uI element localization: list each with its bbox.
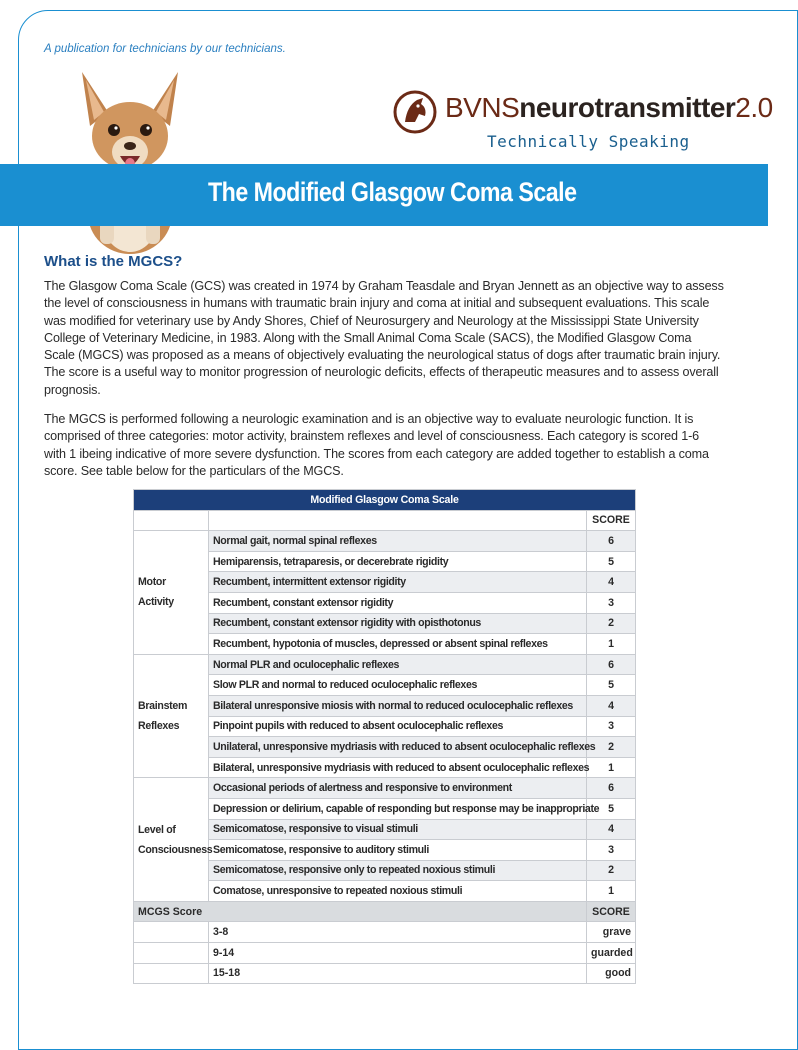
row-score: 6 xyxy=(587,654,636,675)
table-row: Comatose, unresponsive to repeated noxious stimuli xyxy=(209,881,587,902)
table-title: Modified Glasgow Coma Scale xyxy=(134,490,636,511)
method-paragraph: The MGCS is performed following a neurologic examination and is an objective way to evaluate neurologic function. It is comprised of three categories: motor activity, brainstem reflexes and level of consciousness. Each category is scored 1-6 with 1 ibeing indicative of more severe dysfunction. The scores from each category are added together to establish a coma score. See table below for the particulars of the MGCS. xyxy=(44,412,709,478)
category-brainstem-reflexes xyxy=(134,654,209,778)
table-row: Semicomatose, responsive to auditory stimuli xyxy=(209,840,587,861)
table-row: Recumbent, intermittent extensor rigidity xyxy=(209,572,587,593)
brand-version: 2.0 xyxy=(735,92,773,123)
row-score: 2 xyxy=(587,737,636,758)
category-label: Level of Consciousness xyxy=(138,823,213,856)
table-row: Hemiparensis, tetraparesis, or decerebrate rigidity xyxy=(209,551,587,572)
table-row: Unilateral, unresponsive mydriasis with reduced to absent oculocephalic reflexes xyxy=(209,737,587,758)
range-empty-cell xyxy=(134,963,209,984)
row-score: 4 xyxy=(587,695,636,716)
table-row: Semicomatose, responsive to visual stimuli xyxy=(209,819,587,840)
row-score: 3 xyxy=(587,592,636,613)
table-row: Recumbent, constant extensor rigidity with opisthotonus xyxy=(209,613,587,634)
page-title: The Modified Glasgow Coma Scale xyxy=(208,177,577,207)
row-score: 3 xyxy=(587,840,636,861)
row-score: 2 xyxy=(587,613,636,634)
score-range: 9-14 xyxy=(209,943,587,964)
row-score: 1 xyxy=(587,757,636,778)
score-range: 15-18 xyxy=(209,963,587,984)
horse-head-logo-icon xyxy=(393,90,437,134)
category-motor-activity xyxy=(134,531,209,655)
row-score: 4 xyxy=(587,819,636,840)
table-header-empty xyxy=(209,510,587,531)
table-row: Slow PLR and normal to reduced oculocephalic reflexes xyxy=(209,675,587,696)
brand-name-light: BVNS xyxy=(445,92,520,123)
score-range: 3-8 xyxy=(209,922,587,943)
row-score: 3 xyxy=(587,716,636,737)
brand-logo-block xyxy=(393,90,773,151)
table-row: Pinpoint pupils with reduced to absent oculocephalic reflexes xyxy=(209,716,587,737)
table-row: Bilateral, unresponsive mydriasis with reduced to absent oculocephalic reflexes xyxy=(209,757,587,778)
tagline: A publication for technicians by our technicians. xyxy=(44,43,286,55)
row-score: 5 xyxy=(587,551,636,572)
brand-name-bold: neurotransmitter xyxy=(519,92,736,123)
table-header-empty xyxy=(134,510,209,531)
category-level-of-consciousness xyxy=(134,778,213,902)
range-empty-cell xyxy=(134,922,209,943)
row-score: 2 xyxy=(587,860,636,881)
table-row: Depression or delirium, capable of responding but response may be inappropriate xyxy=(209,798,587,819)
row-score: 1 xyxy=(587,881,636,902)
score-rating: guarded xyxy=(587,943,636,964)
table-row: Semicomatose, responsive only to repeated noxious stimuli xyxy=(209,860,587,881)
brand-name xyxy=(445,92,773,124)
score-rating: good xyxy=(587,963,636,984)
table-row: Recumbent, hypotonia of muscles, depressed or absent spinal reflexes xyxy=(209,634,587,655)
table-row: Recumbent, constant extensor rigidity xyxy=(209,592,587,613)
table-row: Normal PLR and oculocephalic reflexes xyxy=(209,654,587,675)
category-label: Brainstem Reflexes xyxy=(138,700,188,733)
category-label: Motor Activity xyxy=(138,576,174,609)
row-score: 6 xyxy=(587,778,636,799)
total-score-header: SCORE xyxy=(587,901,636,922)
range-empty-cell xyxy=(134,943,209,964)
table-row: Bilateral unresponsive miosis with normal to reduced oculocephalic reflexes xyxy=(209,695,587,716)
row-score: 6 xyxy=(587,531,636,552)
total-score-label: MCGS Score xyxy=(134,901,587,922)
row-score: 4 xyxy=(587,572,636,593)
table-row: Normal gait, normal spinal reflexes xyxy=(209,531,587,552)
row-score: 5 xyxy=(587,798,636,819)
row-score: 5 xyxy=(587,675,636,696)
row-score: 1 xyxy=(587,634,636,655)
mgcs-table xyxy=(133,489,636,984)
brand-subtitle: Technically Speaking xyxy=(487,132,690,151)
table-row: Occasional periods of alertness and responsive to environment xyxy=(209,778,587,799)
score-rating: grave xyxy=(587,922,636,943)
intro-paragraph: The Glasgow Coma Scale (GCS) was created in 1974 by Graham Teasdale and Bryan Jennett as an objective way to assess the level of consciousness in humans with traumatic brain injury and coma at initial and subsequent evaluations. This scale was modified for veterinary use by Andy Shores, Chief of Neurosurgery and Neurology at the Mississippi State University College of Veterinary Medicine, in 1983. Along with the Small Animal Coma Scale (SACS), the Modified Glasgow Coma Scale (MGCS) was proposed as a means of objectively evaluating the neurological status of dogs after traumatic brain injury. The score is a useful way to monitor progression of neurologic deficits, effects of therapeutic measures and to assess overall prognosis. xyxy=(44,279,724,397)
score-header: SCORE xyxy=(587,510,636,531)
section-heading: What is the MGCS? xyxy=(44,253,183,270)
